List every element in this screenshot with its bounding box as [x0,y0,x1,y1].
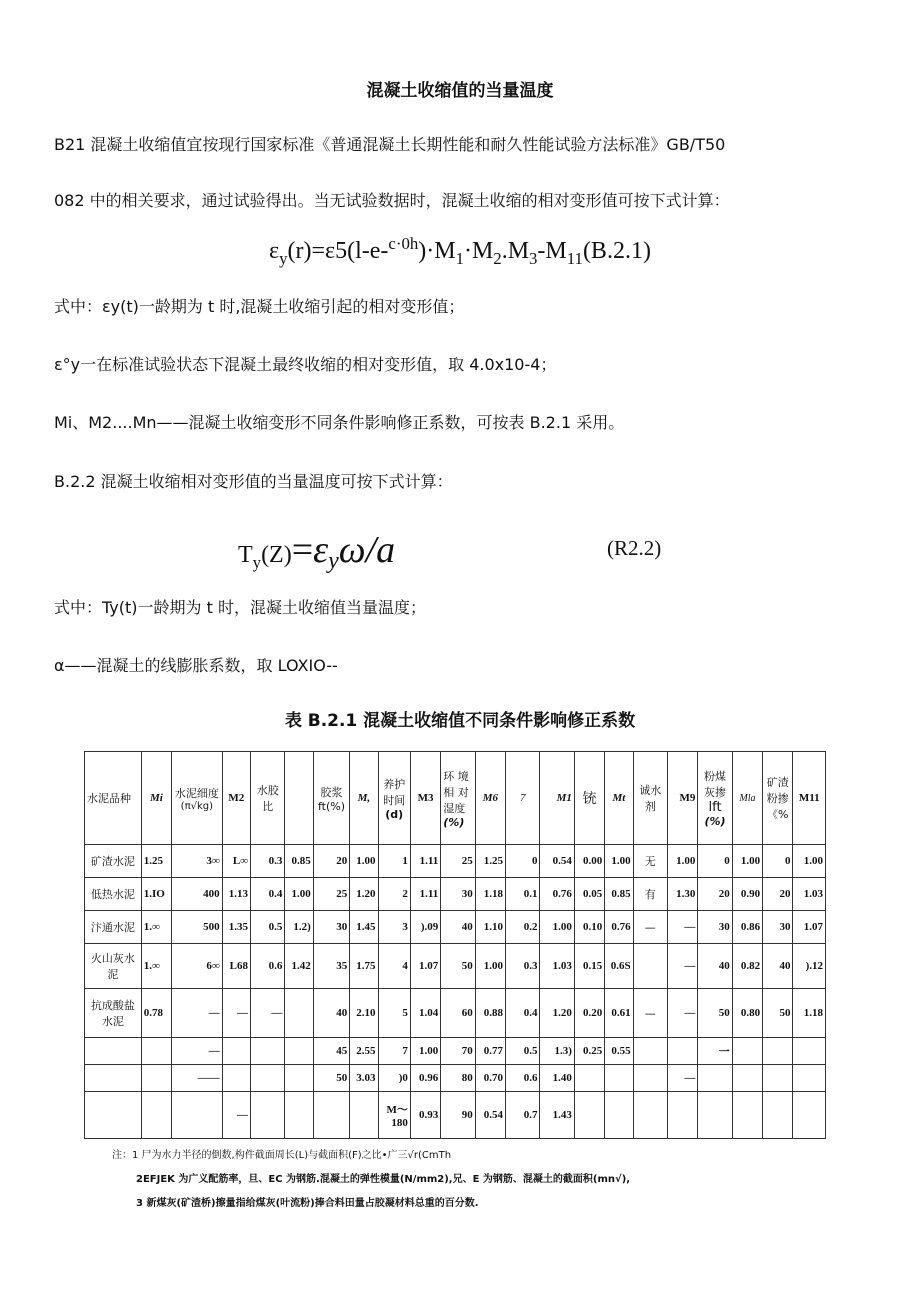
formula-b22: $T_y(Z)=\varepsilon_y\omega/a$ [238,529,396,574]
table-cell: 80 [441,1065,475,1092]
paragraph-where-eps0: ε°y一在标准试验状态下混凝土最终收缩的相对变形值，取 4.0x10-4； [54,355,557,374]
table-cell: 1.2) [285,911,313,944]
cement-type-cell: 低热水泥 [85,878,142,911]
table-cell [667,1092,697,1139]
table-cell: 0.6 [251,944,285,989]
cement-type-cell [85,1065,142,1092]
table-cell: 1.18 [793,989,826,1038]
header-symbol: 铳 [574,752,604,845]
table-cell: 50 [441,944,475,989]
table-cell [605,1065,633,1092]
table-cell: 2.55 [350,1038,378,1065]
table-cell: — [222,1092,250,1139]
table-cell: 0.77 [475,1038,505,1065]
table-cell [732,1092,762,1139]
table-cell: 3.03 [350,1065,378,1092]
table-cell: — [251,989,285,1038]
table-cell: 0 [763,845,793,878]
table-cell: 6∞ [172,944,223,989]
table-cell: — [667,911,697,944]
table-cell: 1.00 [605,845,633,878]
table-cell: 无 [633,845,667,878]
table-cell: 1.25 [475,845,505,878]
table-row [85,1038,826,1065]
table-row [85,911,826,944]
table-cell [732,1038,762,1065]
table-cell [285,1065,313,1092]
cement-type-cell [85,1038,142,1065]
table-cell: 0.78 [141,989,171,1038]
table-cell: 1.42 [285,944,313,989]
table-cell [141,1038,171,1065]
table-cell: 0 [506,845,540,878]
table-cell: — [667,989,697,1038]
paragraph-where-ty: 式中：Ty(t)一龄期为 t 时，混凝土收缩值当量温度； [54,598,426,617]
header-wb-ratio: 水胶 比 [251,752,285,845]
table-cell: 1.20 [350,878,378,911]
table-cell [633,944,667,989]
table-cell: 1.11 [410,845,440,878]
table-cell: 45 [313,1038,349,1065]
table-cell: 1.35 [222,911,250,944]
table-cell: 7 [378,1038,410,1065]
table-cell: 1.00 [285,878,313,911]
header-paste: 胶浆 ft(%) [313,752,349,845]
table-cell: 3∞ [172,845,223,878]
table-cell: L∞ [222,845,250,878]
header-m8: Mt [605,752,633,845]
table-cell: 40 [698,944,732,989]
table-row [85,1065,826,1092]
table-cell: 0.2 [506,911,540,944]
table-cell [698,1065,732,1092]
header-m7: M1 [540,752,574,845]
table-cell: 30 [698,911,732,944]
header-m1: Mi [141,752,171,845]
table-cell: 0.54 [540,845,574,878]
table-cell: 4 [378,944,410,989]
table-cell: 一 [698,1038,732,1065]
table-cell: 90 [441,1092,475,1139]
table-cell [313,1092,349,1139]
table-cell: 0.80 [732,989,762,1038]
table-cell: 0.76 [605,911,633,944]
table-cell: 1.13 [222,878,250,911]
table-cell: 0.96 [410,1065,440,1092]
table-cell: 70 [441,1038,475,1065]
cement-type-cell: 矿渣水泥 [85,845,142,878]
header-col-7: 7 [506,752,540,845]
table-cell: ).09 [410,911,440,944]
table-cell: 1 [378,845,410,878]
table-cell: 1.00 [667,845,697,878]
table-cell: 0.70 [475,1065,505,1092]
table-cell: 0.93 [410,1092,440,1139]
table-cell [172,1092,223,1139]
table-cell [285,1038,313,1065]
table-cell: 5 [378,989,410,1038]
table-cell: 1.04 [410,989,440,1038]
table-cell: 0.88 [475,989,505,1038]
table-cell: 1.00 [410,1038,440,1065]
note-1: 注：1 尸为水力半径的倒数,构件截面周长(L)与截面积(F)之比•广三√r(CmTh [112,1150,452,1161]
table-cell: 0.82 [732,944,762,989]
table-cell: 30 [313,911,349,944]
table-cell [285,989,313,1038]
table-cell: — [172,1038,223,1065]
cement-type-cell: 汴通水泥 [85,911,142,944]
table-row [85,989,826,1038]
note-2: 2EFJEK 为广义配筋率，旦、EC 为钢筋.混凝土的弹性模量(N/mm2),兄、E 为钢筋、混凝土的截面积(mn√), [136,1174,631,1185]
header-slag: 矿渣 粉掺 《% [763,752,793,845]
table-cell [285,1092,313,1139]
table-cell: — [667,1065,697,1092]
table-cell: 0.25 [574,1038,604,1065]
table-cell: — [633,989,667,1038]
formula-number: (R2.2) [607,536,662,560]
table-cell: 0.61 [605,989,633,1038]
table-cell: — [633,911,667,944]
table-cell: 2.10 [350,989,378,1038]
table-cell: 1.75 [350,944,378,989]
table-cell: 1.IO [141,878,171,911]
table-cell: L68 [222,944,250,989]
table-cell [141,1065,171,1092]
table-cell: 3 [378,911,410,944]
table-cell: 0.15 [574,944,604,989]
header-m11: M11 [793,752,826,845]
table-cell: 1.00 [475,944,505,989]
table-row [85,944,826,989]
table-cell: 60 [441,989,475,1038]
table-cell [698,1092,732,1139]
paragraph-where-alpha: α——混凝土的线膨胀系数，取 LOXIO-- [54,656,338,675]
table-cell: 0.5 [251,911,285,944]
table-cell: 1.07 [793,911,826,944]
table-cell: 1.18 [475,878,505,911]
table-cell: 25 [313,878,349,911]
table-cell: 1.45 [350,911,378,944]
table-row [85,878,826,911]
table-cell: 20 [698,878,732,911]
table-cell: — [172,989,223,1038]
paragraph-standard: B21 混凝土收缩值宜按现行国家标准《普通混凝土长期性能和耐久性能试验方法标准》GB/T50 [54,135,726,154]
table-cell: 40 [763,944,793,989]
table-cell [222,1065,250,1092]
table-cell: 0.3 [506,944,540,989]
table-cell [222,1038,250,1065]
table-cell: 1.20 [540,989,574,1038]
table-cell: 0.85 [605,878,633,911]
table-cell [251,1065,285,1092]
paragraph-calculation-intro: 082 中的相关要求，通过试验得出。当无试验数据时，混凝土收缩的相对变形值可按下式计算： [54,191,730,210]
table-cell: 0.1 [506,878,540,911]
table-cell: 1.30 [667,878,697,911]
header-m6: M6 [475,752,505,845]
header-empty [285,752,313,845]
table-cell: 有 [633,878,667,911]
table-cell: — [222,989,250,1038]
table-cell: 1.00 [350,845,378,878]
header-m10: Mla [732,752,762,845]
table-cell: 1.00 [793,845,826,878]
table-cell: 1.40 [540,1065,574,1092]
table-cell: 25 [441,845,475,878]
cement-type-cell: 抗成酸盐水泥 [85,989,142,1038]
table-cell: 1.03 [793,878,826,911]
table-cell: 1.∞ [141,911,171,944]
page-title: 混凝土收缩值的当量温度 [366,81,554,101]
table-cell: 0.00 [574,845,604,878]
table-cell: 35 [313,944,349,989]
table-cell [667,1038,697,1065]
header-reducer: 诚水 剂 [633,752,667,845]
table-cell [793,1065,826,1092]
table-cell: 50 [763,989,793,1038]
table-cell: 30 [763,911,793,944]
table-cell: 0.6S [605,944,633,989]
header-fly-ash: 粉煤 灰掺 lft (%) [698,752,732,845]
table-cell [633,1065,667,1092]
table-cell: 0.76 [540,878,574,911]
table-cell: 1.25 [141,845,171,878]
table-cell: 20 [313,845,349,878]
table-cell [574,1092,604,1139]
table-cell [763,1065,793,1092]
table-cell [633,1038,667,1065]
table-cell: 1.07 [410,944,440,989]
header-m2: M2 [222,752,250,845]
table-cell: 0.4 [506,989,540,1038]
table-cell: 0.4 [251,878,285,911]
table-cell: 0.3 [251,845,285,878]
table-title: 表 B.2.1 混凝土收缩值不同条件影响修正系数 [284,711,636,731]
table-cell [141,1092,171,1139]
header-fineness: 水泥细度 (π√kg) [172,752,223,845]
cement-type-cell: 火山灰水泥 [85,944,142,989]
formula-symbol: ε [269,238,280,264]
table-cell: 0.55 [605,1038,633,1065]
table-cell: 1.∞ [141,944,171,989]
table-cell: 0.90 [732,878,762,911]
table-cell: 1.11 [410,878,440,911]
table-cell: 20 [763,878,793,911]
table-cell: 0.10 [574,911,604,944]
table-cell: 0.85 [285,845,313,878]
table-header-row [85,752,826,845]
table-cell: 1.3) [540,1038,574,1065]
table-row [85,1092,826,1139]
table-cell: 2 [378,878,410,911]
header-humidity: 环 境 相 对 湿度 (%) [441,752,475,845]
table-cell: 0.20 [574,989,604,1038]
cement-type-cell [85,1092,142,1139]
table-cell: —— [172,1065,223,1092]
table-cell: M～180 [378,1092,410,1139]
table-cell [605,1092,633,1139]
table-cell: 0.6 [506,1065,540,1092]
paragraph-where-eps: 式中：εy(t)一龄期为 t 时,混凝土收缩引起的相对变形值； [54,297,465,316]
table-cell [633,1092,667,1139]
table-cell: 30 [441,878,475,911]
table-cell: 50 [698,989,732,1038]
table-cell [350,1092,378,1139]
table-cell: 40 [313,989,349,1038]
table-cell: 1.43 [540,1092,574,1139]
table-cell: 0 [698,845,732,878]
table-cell: ).12 [793,944,826,989]
table-cell: 1.10 [475,911,505,944]
table-cell: 0.86 [732,911,762,944]
table-cell [793,1038,826,1065]
table-cell: 1.03 [540,944,574,989]
header-m3: M3 [410,752,440,845]
header-m9: M9 [667,752,697,845]
table-cell [763,1038,793,1065]
table-cell [251,1092,285,1139]
table-cell: 1.00 [732,845,762,878]
paragraph-where-m: Mi、M2....Mn——混凝土收缩变形不同条件影响修正系数，可按表 B.2.1 采用。 [54,413,625,432]
table-cell: 1.00 [540,911,574,944]
note-3: 3 新煤灰(矿渣桥)擦量指给煤灰(叶流粉)捧合料田量占胶凝材料总重的百分数. [136,1198,479,1209]
header-m4: M, [350,752,378,845]
table-cell: )0 [378,1065,410,1092]
table-cell [793,1092,826,1139]
table-cell: — [667,944,697,989]
table-cell [574,1065,604,1092]
header-cement-type: 水泥品种 [85,752,142,845]
formula-b21: $\varepsilon_y(r)=\varepsilon 5(l-e-^{c\cdot 0h})\cdot M_1\cdot M_2.M_3-M_{11}(B.2.1)$ [269,234,651,268]
coefficient-table [84,751,826,1139]
table-cell: 0.54 [475,1092,505,1139]
table-cell: 400 [172,878,223,911]
table-cell [763,1092,793,1139]
table-cell: 0.5 [506,1038,540,1065]
table-row [85,845,826,878]
table-cell [732,1065,762,1092]
table-cell: 500 [172,911,223,944]
table-cell: 50 [313,1065,349,1092]
table-cell: 0.7 [506,1092,540,1139]
table-cell [251,1038,285,1065]
header-curing-time: 养护 时间 (d) [378,752,410,845]
paragraph-b22: B.2.2 混凝土收缩相对变形值的当量温度可按下式计算： [54,472,453,491]
table-cell: 40 [441,911,475,944]
table-cell: 0.05 [574,878,604,911]
